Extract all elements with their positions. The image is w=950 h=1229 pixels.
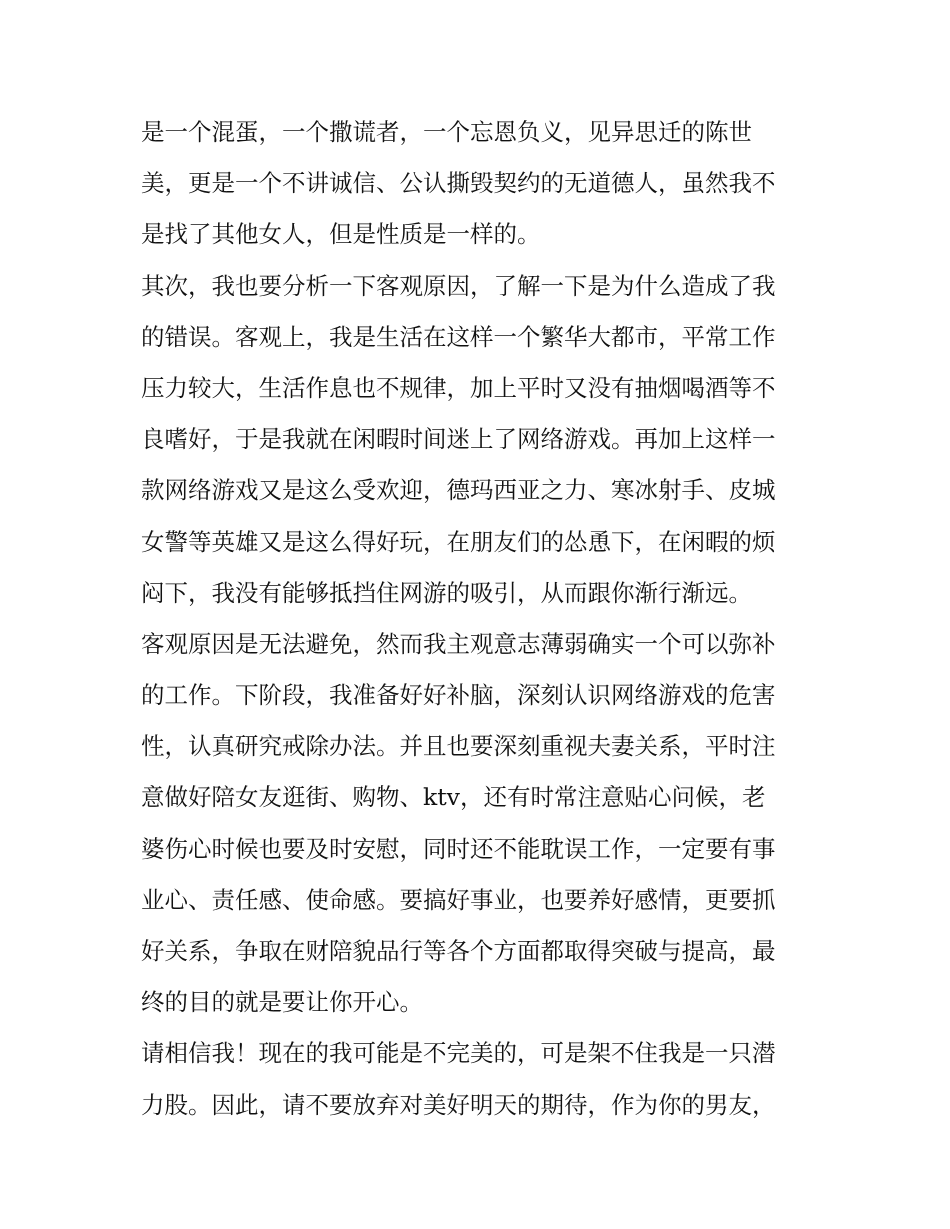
text-line: 客观原因是无法避免，然而我主观意志薄弱确实一个可以弥补 [141, 629, 776, 658]
text-line: 压力较大，生活作息也不规律，加上平时又没有抽烟喝酒等不 [141, 373, 776, 402]
text-line: 款网络游戏又是这么受欢迎，德玛西亚之力、寒冰射手、皮城 [141, 476, 776, 505]
text-line: 是找了其他女人，但是性质是一样的。 [141, 220, 541, 249]
text-line: 性，认真研究戒除办法。并且也要深刻重视夫妻关系，平时注 [141, 732, 776, 761]
text-line: 的错误。客观上，我是生活在这样一个繁华大都市，平常工作 [141, 322, 776, 351]
text-line: 终的目的就是要让你开心。 [141, 988, 423, 1017]
text-line: 婆伤心时候也要及时安慰，同时还不能耽误工作，一定要有事 [141, 834, 776, 863]
text-line: 好关系，争取在财陪貌品行等各个方面都取得突破与提高，最 [141, 937, 776, 965]
text-line: 良嗜好，于是我就在闲暇时间迷上了网络游戏。再加上这样一 [141, 425, 776, 454]
text-line: 其次，我也要分析一下客观原因，了解一下是为什么造成了我 [141, 271, 776, 300]
text-line: 的工作。下阶段，我准备好好补脑，深刻认识网络游戏的危害 [141, 681, 776, 710]
body-text [141, 107, 813, 1131]
text-line: 业心、责任感、使命感。要搞好事业，也要养好感情，更要抓 [141, 885, 776, 914]
text-line: 意做好陪女友逛街、购物、ktv，还有时常注意贴心问候，老 [141, 783, 766, 812]
text-line: 请相信我！现在的我可能是不完美的，可是架不住我是一只潜 [141, 1039, 776, 1068]
text-line: 力股。因此，请不要放弃对美好明天的期待，作为你的男友， [141, 1090, 776, 1119]
text-line: 是一个混蛋，一个撒谎者，一个忘恩负义，见异思迁的陈世 [141, 118, 752, 146]
text-line: 女警等英雄又是这么得好玩，在朋友们的怂恿下，在闲暇的烦 [141, 527, 776, 556]
text-line: 闷下，我没有能够抵挡住网游的吸引，从而跟你渐行渐远。 [141, 578, 752, 607]
text-line: 美，更是一个不讲诚信、公认撕毁契约的无道德人，虽然我不 [141, 169, 776, 198]
